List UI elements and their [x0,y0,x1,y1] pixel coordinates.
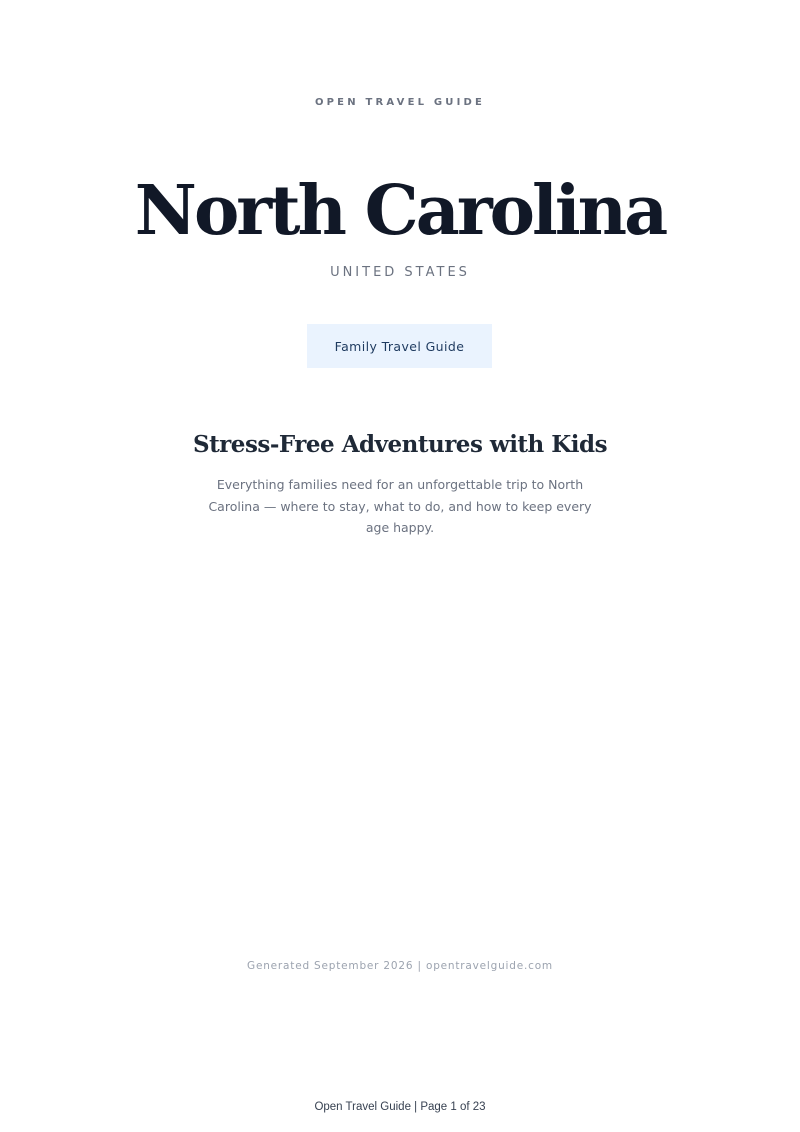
page-footer: Open Travel Guide | Page 1 of 23 [314,1101,486,1113]
cover-subtitle: Stress-Free Adventures with Kids [192,431,608,458]
page-title: North Carolina [134,171,666,251]
guide-type-badge: Family Travel Guide [307,324,492,368]
generated-note: Generated September 2026 | opentravelguide.com [247,960,553,972]
cover-description: Everything families need for an unforgettable trip to North Carolina — where to stay, what to do, and how to keep every age happy. [208,477,592,535]
brand-label: OPEN TRAVEL GUIDE [314,97,486,108]
country-label: UNITED STATES [330,265,470,280]
